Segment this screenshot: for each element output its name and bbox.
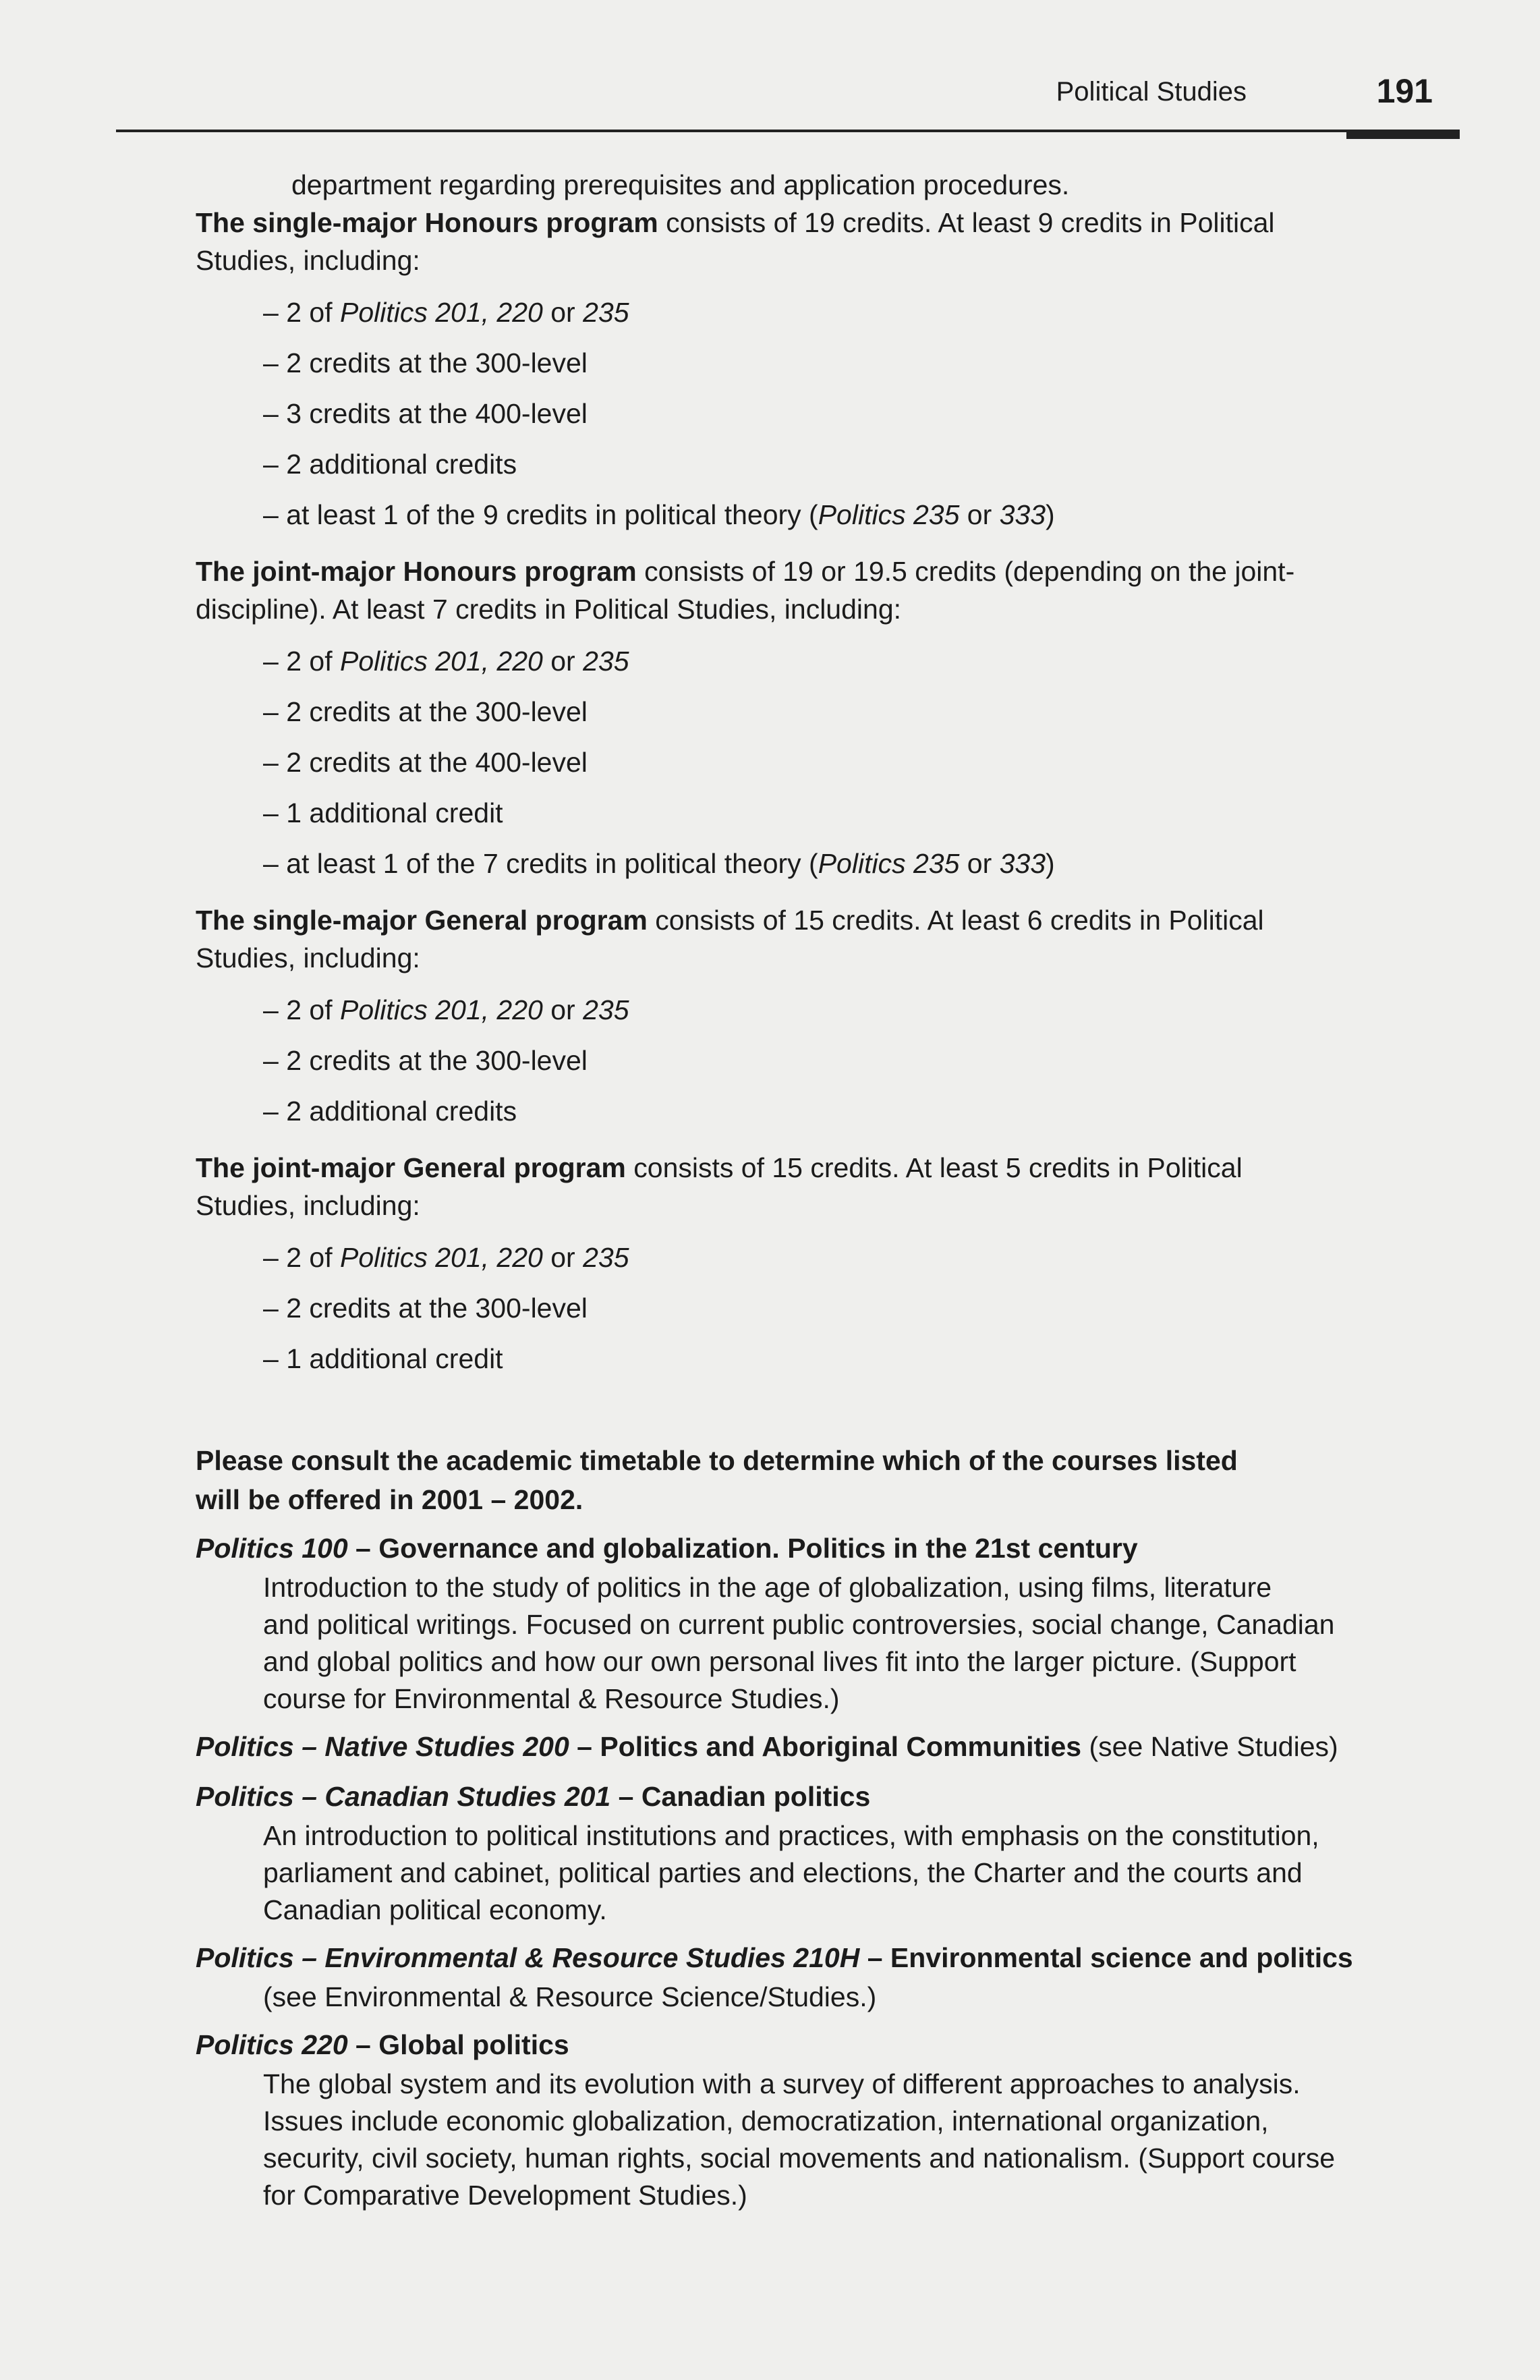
program-summary-cont: Studies, including: — [196, 942, 420, 973]
program-name: The single-major General program — [196, 905, 648, 936]
req-text: – 2 credits at the 300-level — [263, 696, 588, 727]
req-text-mid: or — [959, 848, 1000, 879]
course-description — [196, 1569, 1464, 1718]
description-line: security, civil society, human rights, social movements and nationalism. (Support course — [263, 2143, 1336, 2174]
req-text: – 2 of — [263, 1242, 340, 1273]
req-text-post: ) — [1046, 848, 1055, 879]
requirement-item — [196, 839, 1464, 889]
description-line: Introduction to the study of politics in the age of globalization, using films, literature — [263, 1572, 1272, 1603]
req-text: – 2 credits at the 400-level — [263, 747, 588, 778]
course-description — [196, 1817, 1464, 1929]
description-line: Issues include economic globalization, democratization, international organization, — [263, 2105, 1269, 2136]
req-course-ref-2: 235 — [583, 994, 629, 1025]
section-title: Political Studies — [1056, 77, 1247, 107]
program-summary: consists of 19 credits. At least 9 credits in Political — [658, 207, 1275, 238]
course-description — [196, 2066, 1464, 2214]
description-line: and political writings. Focused on current public controversies, social change, Canadian — [263, 1609, 1335, 1640]
timetable-notice — [196, 1441, 1464, 1519]
requirement-item — [196, 1036, 1464, 1086]
course-code: Politics 220 — [196, 2029, 348, 2060]
course-code: Politics – Native Studies 200 — [196, 1731, 569, 1762]
page-body — [196, 166, 1464, 2214]
program-paragraph — [196, 1149, 1464, 1224]
course-title-text: – Environmental science and politics — [859, 1942, 1353, 1973]
course-note: (see Native Studies) — [1081, 1731, 1338, 1762]
program-summary: consists of 15 credits. At least 6 credits in Political — [647, 905, 1264, 936]
notice-line-2: will be offered in 2001 – 2002. — [196, 1484, 583, 1515]
req-text: – 2 of — [263, 994, 340, 1025]
requirement-item — [196, 1086, 1464, 1137]
requirement-list — [196, 636, 1464, 889]
course-title-text: – Governance and globalization. Politics in the 21st century — [347, 1533, 1138, 1564]
program-summary-cont: Studies, including: — [196, 1190, 420, 1221]
requirement-item — [196, 687, 1464, 737]
program-paragraph — [196, 204, 1464, 279]
course-heading — [196, 2024, 1464, 2066]
course-entry — [196, 1527, 1464, 1718]
req-course-ref-2: 235 — [583, 297, 629, 328]
page-number: 191 — [1376, 72, 1433, 110]
course-code: Politics – Environmental & Resource Studies 210H — [196, 1942, 860, 1973]
req-text: – 2 credits at the 300-level — [263, 1293, 588, 1324]
description-line: course for Environmental & Resource Studies.) — [263, 1683, 840, 1714]
requirement-item — [196, 287, 1464, 338]
course-description — [196, 1979, 1464, 2016]
req-text: – 1 additional credit — [263, 797, 503, 828]
requirement-item — [196, 788, 1464, 839]
description-line: Canadian political economy. — [263, 1894, 607, 1925]
description-line: parliament and cabinet, political parties and elections, the Charter and the courts and — [263, 1857, 1303, 1888]
description-line: for Comparative Development Studies.) — [263, 2180, 747, 2211]
description-line: and global politics and how our own personal lives fit into the larger picture. (Support — [263, 1646, 1296, 1677]
req-text: – 2 of — [263, 646, 340, 677]
course-heading — [196, 1726, 1464, 1767]
requirement-item — [196, 439, 1464, 490]
requirement-item — [196, 338, 1464, 389]
course-heading — [196, 1527, 1464, 1569]
program-name: The joint-major Honours program — [196, 556, 637, 587]
req-course-ref: Politics 201, 220 — [339, 297, 543, 328]
course-code: Politics 100 — [196, 1533, 348, 1564]
req-text: – at least 1 of the 7 credits in political theory ( — [263, 848, 818, 879]
requirement-list — [196, 287, 1464, 540]
req-course-ref-2: 333 — [999, 499, 1046, 530]
req-course-ref: Politics 235 — [818, 848, 960, 879]
req-text-post: ) — [1046, 499, 1055, 530]
course-title-text: – Canadian politics — [610, 1781, 871, 1812]
description-line: The global system and its evolution with a survey of different approaches to analysis. — [263, 2068, 1301, 2099]
program-paragraph — [196, 901, 1464, 977]
req-text-mid: or — [542, 1242, 583, 1273]
req-text: – 3 credits at the 400-level — [263, 398, 588, 429]
course-heading — [196, 1937, 1464, 1979]
course-entry — [196, 2024, 1464, 2214]
req-text: – 2 credits at the 300-level — [263, 1045, 588, 1076]
req-course-ref-2: 235 — [583, 646, 629, 677]
program-list — [196, 204, 1464, 1384]
program-name: The joint-major General program — [196, 1152, 626, 1183]
requirement-item — [196, 636, 1464, 687]
req-text-mid: or — [542, 297, 583, 328]
req-text: – 2 additional credits — [263, 449, 517, 480]
course-list — [196, 1527, 1464, 2214]
course-title-text: – Politics and Aboriginal Communities — [569, 1731, 1082, 1762]
description-line: An introduction to political institutions and practices, with emphasis on the constitution, — [263, 1820, 1319, 1851]
requirement-item — [196, 1283, 1464, 1334]
req-text: – 2 credits at the 300-level — [263, 347, 588, 378]
description-line: (see Environmental & Resource Science/Studies.) — [263, 1981, 877, 2012]
requirement-item — [196, 985, 1464, 1036]
requirement-item — [196, 389, 1464, 439]
requirement-item — [196, 737, 1464, 788]
requirement-list — [196, 985, 1464, 1137]
program-name: The single-major Honours program — [196, 207, 658, 238]
req-text: – 2 of — [263, 297, 340, 328]
course-entry — [196, 1726, 1464, 1767]
requirement-item — [196, 490, 1464, 540]
req-course-ref-2: 333 — [999, 848, 1046, 879]
req-text: – 2 additional credits — [263, 1096, 517, 1127]
req-text: – at least 1 of the 9 credits in political theory ( — [263, 499, 818, 530]
req-course-ref: Politics 235 — [818, 499, 960, 530]
program-summary-cont: discipline). At least 7 credits in Political Studies, including: — [196, 594, 902, 625]
req-course-ref: Politics 201, 220 — [339, 994, 543, 1025]
req-course-ref: Politics 201, 220 — [339, 1242, 543, 1273]
req-course-ref-2: 235 — [583, 1242, 629, 1273]
requirement-list — [196, 1232, 1464, 1384]
course-entry — [196, 1776, 1464, 1929]
notice-line-1: Please consult the academic timetable to determine which of the courses listed — [196, 1445, 1238, 1476]
program-summary: consists of 19 or 19.5 credits (depending on the joint- — [636, 556, 1295, 587]
course-code: Politics – Canadian Studies 201 — [196, 1781, 611, 1812]
intro-line: department regarding prerequisites and application procedures. — [291, 169, 1070, 200]
req-text: – 1 additional credit — [263, 1343, 503, 1374]
requirement-item — [196, 1232, 1464, 1283]
running-header — [116, 70, 1460, 132]
course-entry — [196, 1937, 1464, 2016]
req-text-mid: or — [542, 994, 583, 1025]
course-heading — [196, 1776, 1464, 1817]
program-paragraph — [196, 552, 1464, 628]
program-summary: consists of 15 credits. At least 5 credits in Political — [625, 1152, 1243, 1183]
course-title-text: – Global politics — [347, 2029, 569, 2060]
req-course-ref: Politics 201, 220 — [339, 646, 543, 677]
program-summary-cont: Studies, including: — [196, 245, 420, 276]
header-rule-accent — [1346, 130, 1460, 139]
requirement-item — [196, 1334, 1464, 1384]
req-text-mid: or — [959, 499, 1000, 530]
req-text-mid: or — [542, 646, 583, 677]
